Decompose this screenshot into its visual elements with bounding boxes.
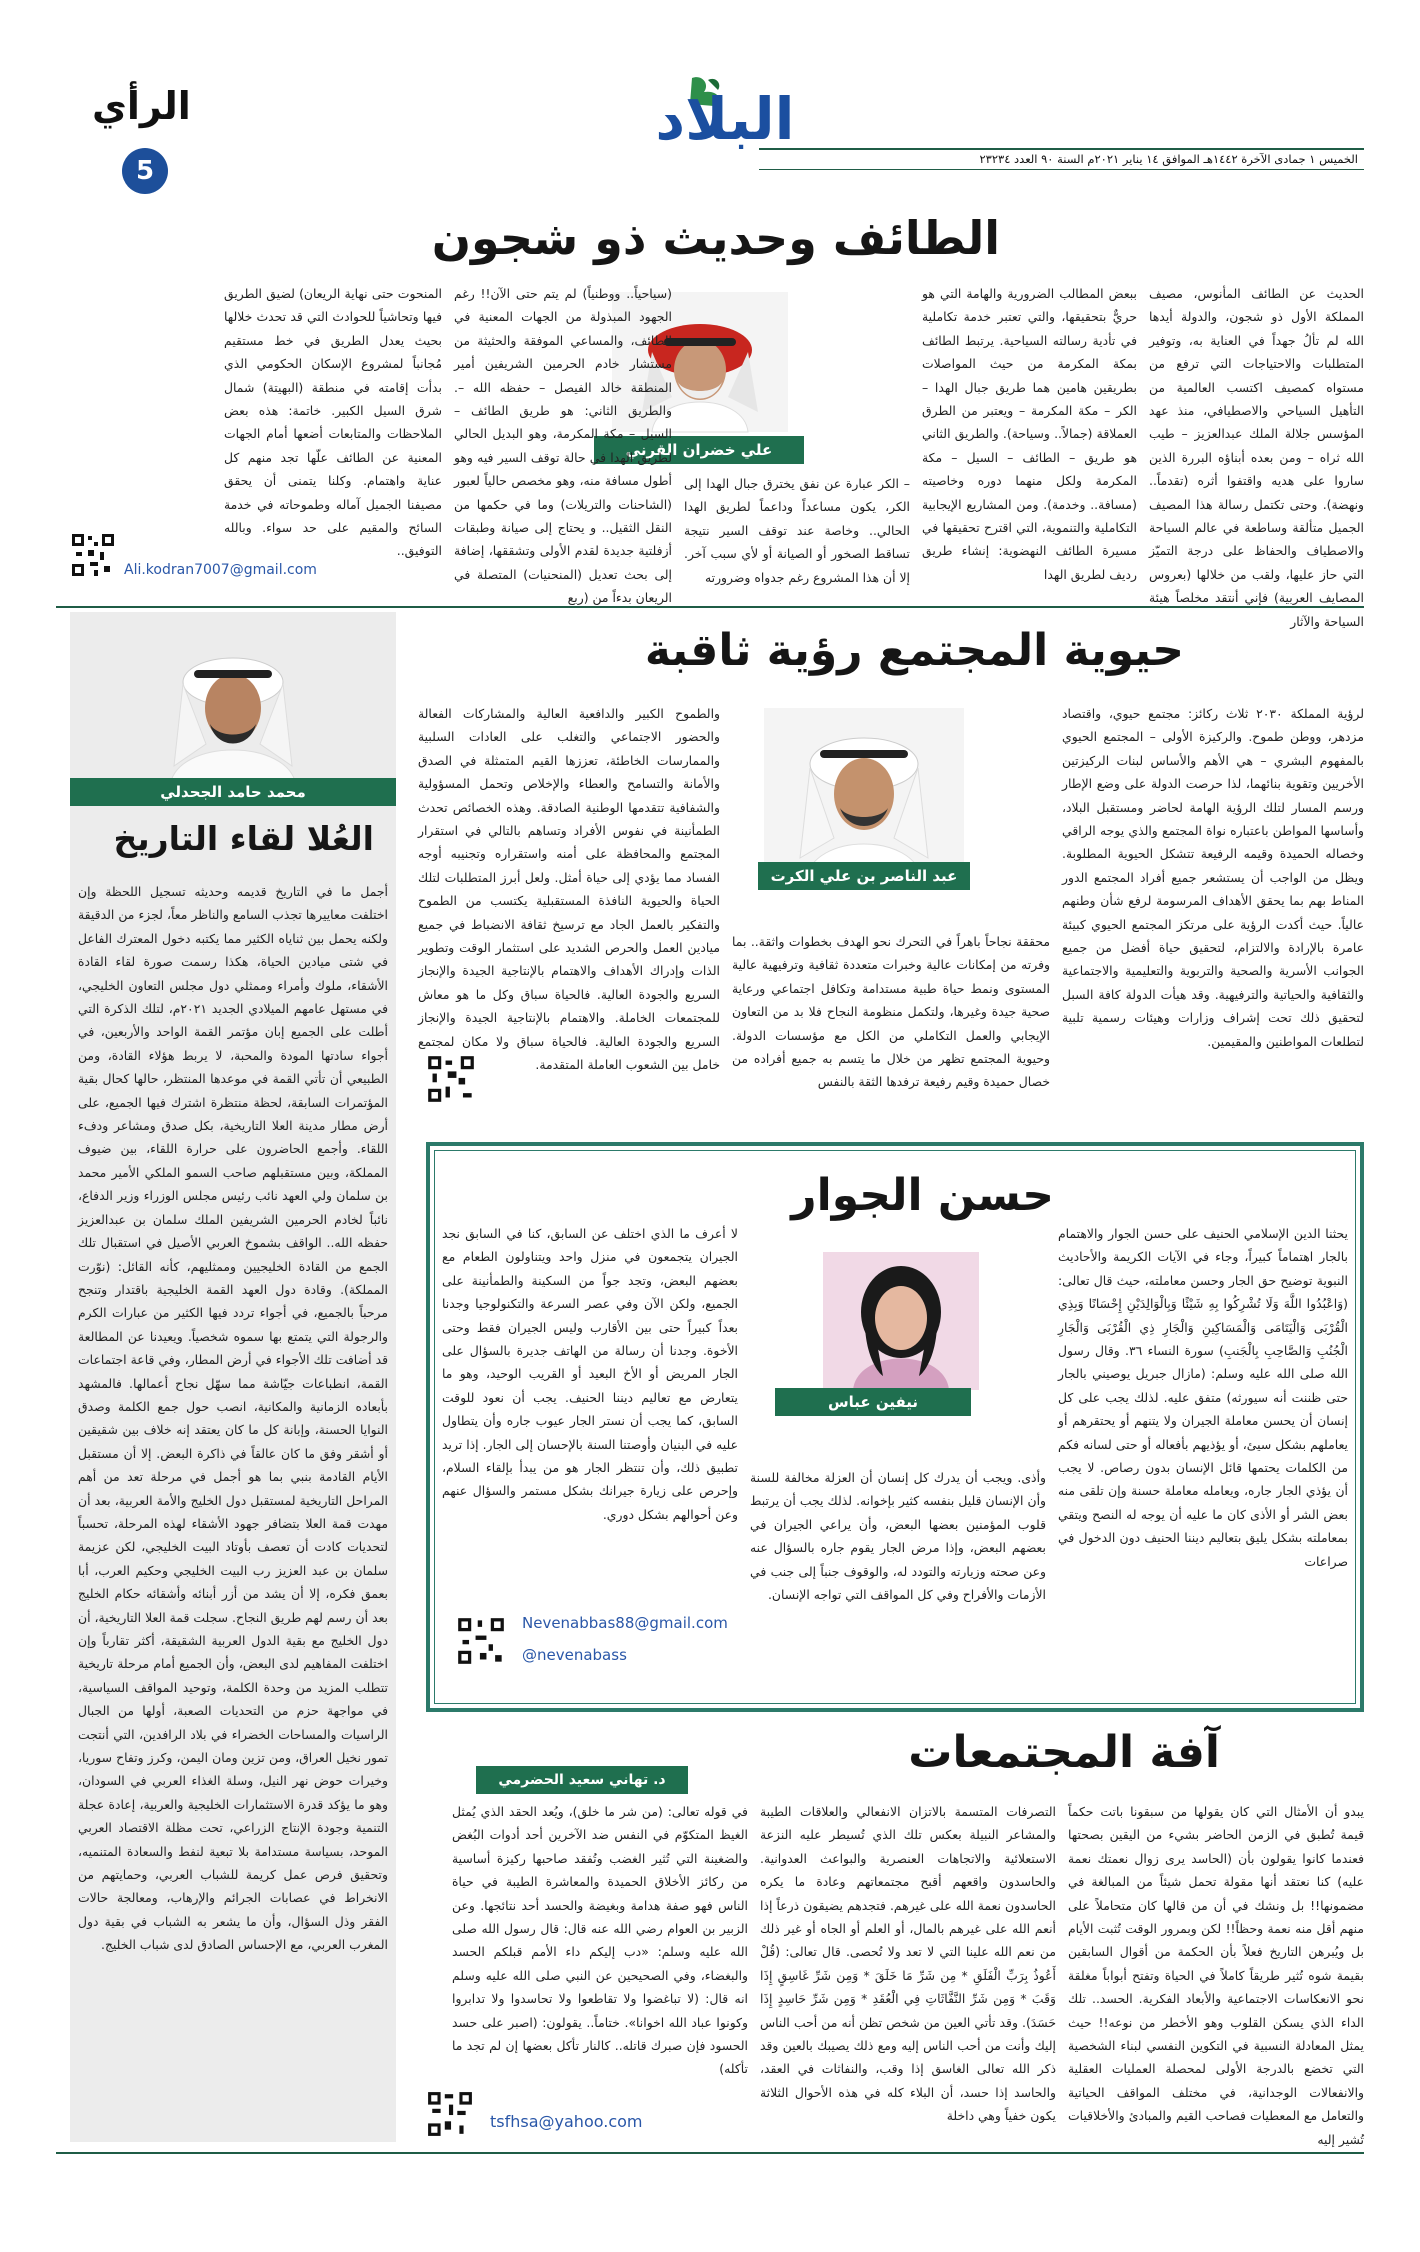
page-number: 5 — [135, 156, 155, 186]
article-column: يبدو أن الأمثال التي كان يقولها من سبقونا باتت حكماً قيمة تُطبق في الزمن الحاضر بشيء من اليقين بصحتها فعندما كانوا يقولون بأن (الحاسد يرى زوال نعمتك نعمة عليه) كنا نعتقد أنها مقولة تحمل شيئاً من المبالغة في مضمونها!! بل ونشك في أن من قالها كان متحاملاً على منهم أقل منه نعمة وحظاً!! لكن وبمرور الوقت تُثبت الأيام بل ويُبرهن التاريخ فعلاً بأن الحكمة من أقوال السابقين بقيمة شوه تُثير طريقاً كاملاً في الحياة وتفتح أبواباً مغلقة نحو الانعكاسات الاجتماعية والأبعاد الفكرية. الحسد.. تلك الداء الذي يسكن القلوب وهو الأخطر من نوعه!! حيث يمثل المعادلة النسبية في التكوين النفسي لبناء الشخصية التي تخضع بالدرجة الأولى لمحصلة العمليات العقلية والانفعالات الوجدانية، في مختلف المواقف الحياتية والتعامل مع المعطيات فصاحب القيم والمبادئ والأخلاقيات تُشير إليه — [1068, 1804, 1364, 2147]
author-email[interactable]: Nevenabbas88@gmail.com — [522, 1614, 728, 1632]
section-label: الرأي — [92, 84, 191, 128]
author-email[interactable]: tsfhsa@yahoo.com — [490, 2112, 643, 2131]
article-column: يحثنا الدين الإسلامي الحنيف على حسن الجوار والاهتمام بالجار اهتماماً كبيراً، وجاء في الآيات الكريمة والأحاديث النبوية توضيح حق الجار وحسن معاملته، حيث قال تعالى: (وَاعْبُدُوا اللَّهَ وَلَا تُشْرِكُوا بِهِ شَيْئًا وَبِالْوَالِدَيْنِ إِحْسَانًا وَبِذِي الْقُرْبَى وَالْيَتَامَى وَالْمَسَاكِينِ وَالْجَارِ ذِي الْقُرْبَى وَالْجَارِ الْجُنُبِ وَالصَّاحِبِ بِالْجَنبِ) سورة النساء ٣٦. وقال رسول الله صلى الله عليه وسلم: (مازال جبريل يوصيني بالجار حتى ظننت أنه سيورثه) متفق عليه. لذلك يجب على كل إنسان أن يحسن معاملة الجيران ولا يتنهم أو يحتقرهم أو يعاملهم بشكل سيئ، أو يؤذيهم بأفعاله أو حتى لسانه فكم من الكلمات يحتمها قائل الإنسان بدون رصاص. لا يجب أن يؤذي الجار جاره، ويعامله معاملة حسنة وإن تلقى منه بعض الشر أو الأذى كان ما عليه أن يوجه له النصح ويتقي بمعاملته بشكل يليق بتعاليم ديننا الحنيف دون الدخول في صراعات — [1058, 1226, 1348, 1569]
article-title: آفة المجتمعات — [908, 1727, 1220, 1778]
dateline-bar — [759, 148, 1364, 170]
page-number-badge — [122, 148, 168, 194]
qr-code — [426, 2090, 474, 2138]
dateline: الخميس ١ جمادى الآخرة ١٤٤٢هـ الموافق ١٤ يناير ٢٠٢١م السنة ٩٠ العدد ٢٣٢٣٤ — [979, 152, 1358, 166]
author-name: علي خضران القرني — [594, 436, 804, 464]
article-column: لا أعرف ما الذي اختلف عن السابق، كنا في السابق نجد الجيران يتجمعون في منزل واحد ويتناولون الطعام مع بعضهم البعض، وتجد جواً من السكينة والطمأنينة على الجميع، ولكن الآن وفي عصر السرعة والتكنولوجيا وجدنا بعداً كبيراً حتى بين الأقارب وليس الجيران فقط وحتى الأخوة. وجدنا أن رسالة من الهاتف جديرة بالسؤال على الجار المريض أو الأخ البعيد أو القريب الوحيد، وهو ما يتعارض مع تعاليم ديننا الحنيف. يجب أن نعود للوقت السابق، كما يجب أن نستر الجار عيوب جاره وأن يتطاول عليه في البنيان وأوصتنا السنة بالإحسان إلى الجار. إذا تريد تطبيق ذلك، وأن تنتظر الجار هو من يبدأ بإلقاء السلام، وإحرص على زيارة جيرانك بشكل مستمر والسؤال عنهم وعن أحوالهم بشكل دوري. — [442, 1226, 738, 1522]
author-portrait-icon — [150, 626, 316, 786]
author-name: محمد حامد الجحدلي — [70, 778, 396, 806]
author-photo — [150, 626, 316, 786]
author-name: عبد الناصر بن علي الكرت — [758, 862, 970, 890]
sidebar-title: العُلا لقاء التاريخ — [113, 819, 374, 858]
qr-code-icon — [70, 532, 116, 578]
qr-code — [456, 1616, 506, 1666]
author-portrait-icon — [764, 708, 964, 880]
sidebar-column — [70, 612, 396, 2142]
article-column: في قوله تعالى: (من شر ما خلق)، ويُعد الحقد الذي يُمثل الغيظ المتكوّم في النفس ضد الآخرين أحد أدوات البُغض والضغينة التي تُثير الغضب وتُفقد صاحبها ركيزة أساسية من ركائز الأخلاق الحميدة والمعاشرة الطيبة في حياة الناس فهو صفة هدامة وبغيضة والحسد أحد نتائجها. وعن الزبير بن العوام رضي الله عنه قال: قال رسول الله صلى الله عليه وسلم: «دب إليكم داء الأمم قبلكم الحسد والبغضاء، وفي الصحيحين عن النبي صلى الله عليه وسلم انه قال: (لا تباغضوا ولا تقاطعوا ولا تحاسدوا ولا تدابروا وكونوا عباد الله اخوانا». ختاماً.. يقولون: (اصبر على حسد الحسود فإن صبرك قاتله.. كالنار تأكل بعضها إن لم تجد ما تأكله) — [452, 1804, 748, 2077]
article-neighbors-box — [426, 1142, 1364, 1712]
author-portrait-icon — [823, 1252, 979, 1390]
article-column: والطموح الكبير والدافعية العالية والمشاركات الفعالة والحضور الاجتماعي والتغلب على العادات السلبية والممارسات الخاطئة، تعززها القيم المتمثلة في الصدق والأمانة والتسامح والعطاء والإخلاص وتحمل المسؤولية والشفافية تتقدمها الوطنية الصادقة. وهذه الخصائص تحدث الطمأنينة في نفوس الأفراد وتساهم بالتالي في استقرار المجتمع والمحافظة على أمنه واستقراره وتجنيبه أوجه الفساد مما يؤدي إلى حياة أمثل. ولعل أبرز المتطلبات لتلك الحياة والحيوية النافذة المستقبلية يكتسب من الطموح والتفكير بالعمل الجاد مع ترسيخ ثقافة الانضباط في جميع ميادين العمل والحرص الشديد على استثمار الوقت وتطوير الذات وإدراك الأهداف والاهتمام بالإنتاجية الجيدة والإنجاز السريع والجودة العالية. فالحياة سباق وكل ما هو معاش للمجتمعات الخاملة. والاهتمام بالإنتاجية الجيدة والإنجاز السريع والجودة العالية. فالحياة سباق ولا مكان لمجتمع خامل بين الشعوب العاملة المتقدمة. — [418, 706, 720, 1073]
qr-code — [426, 1054, 476, 1104]
article-column: وأذى. ويجب أن يدرك كل إنسان أن العزلة مخالفة للسنة وأن الإنسان قليل بنفسه كثير بإخوانه. لذلك يجب أن يرتبط قلوب المؤمنين بعضها البعض، وأن يراعي الجيران في بعضهم البعض، وإذا مرض الجار يقوم جاره بالسؤال عنه وعن صحته وزيارته والتودد له، والوقوف جنباً إلى جنب في الأزمات والأفراح وفي كل المواقف التي تواجه الإنسان. — [750, 1470, 1046, 1603]
sidebar-text: أجمل ما في التاريخ قديمه وحديثه تسجيل اللحظة وإن اختلفت معاييرها تجذب السامع والناظر معاً، لجزء من الدقيقة ولكنه يحمل بين ثناياه الكثير مما يكتبه دخول المعترك الفاعل في شتى ميادين الحياة، هكذا رسمت صورة لقاء القادة الأشقاء، ملوك وأمراء وممثلي دول مجلس التعاون الخليجي، في مستهل عامهم الميلادي الجديد ٢٠٢١م، لتلك الذكرة التي أطلت على الجميع إبان مؤتمر القمة الواحد والأربعين، في أجواء سادتها المودة والمحبة، لا يربط هؤلاء القادة، ومن الطبيعي أن تأتي القمة في موعدها المنتظر، حالها كحال بقية المؤتمرات السابقة، لحظة منتظرة اشترك فيها الجميع، على أرض مطار مدينة العلا التاريخية، بكل صدق ومشاعر ودفء اللقاء. وأجمع الحاضرون على حرارة اللقاء، بين ضيوف المملكة، وبين مستقبلهم صاحب السمو الملكي الأمير محمد بن سلمان ولي العهد نائب رئيس مجلس الوزراء وزير الدفاع، نائباً لخادم الحرمين الشريفين الملك سلمان بن عبدالعزيز حفظه الله.. الواقف بشموخ العربي الأصيل في استقبال تلك الجمع من القادة الخليجيين وممثليهم، كأنه القائل: (نوّرت المملكة). وقادة دول العهد القمة الخليجية باقتدار وتنجح مرحباً بالجميع، في أجواء تردد فيها الكثير من عبارات الكرم والرجولة التي يتمتع بها سموه شخصياً. ويعيدنا عن المطالعة قد أضافت تلك الأجواء في أرض المطار، وفي قاعة اجتماعات القمة، انطباعات جيّاشة مما سهّل نجاح أعمالها. فالمشهد بأبعاده الزمانية والمكانية، انصب حول جمع الكلمة وصدق النوايا الحسنة، وإبانة كل ما كان يعتقد إنه خلاف بين شقيقين أو أشقر وفق ما كان عالقاً في ذاكرة البعض. إلا أن مستقبل الأيام القادمة بنبي بما هو أجمل في مرحلة تعد من أهم المراحل التاريخية لمستقبل دول الخليج والأمة العربية، بعد أن مهدت قمة العلا بتضافر جهود الأشقاء لهذه المرحلة، تحسباً لتحديات كادت أن تعصف بأوتاد البيت الخليجي، لكن عزيمة سلمان بن عبد العزيز رب البيت الخليجي وحكيم العرب، أبا بعمق فكره، إلا أن يشد من أزر أبنائه وأشقائه حكام الخليج بعد أن رسم لهم طريق النجاح. سجلت قمة العلا التاريخية، أن دول الخليج مع بقية الدول العربية الشقيقة، أكثر تقارباً وإن اختلفت المفاهيم لدى البعض، وأن الجميع أمام مرحلة تاريخية تتطلب المزيد من وحدة الكلمة، وتوحيد المواقف السياسية، في مواجهة حزم من التحديات الصعبة، أولها من الجبال الراسيات والمساحات الخضراء في بلاد الرافدين، التي أنتجت تمور نخيل العراق، ومن تزين ومان اليمن، وكرز وتفاح سوريا، وخيرات حوض نهر النيل، وسلة الغذاء العربي في السودان، وهو ما يؤكد قدرة الاستثمارات الخليجية والعربية، إعادة عجلة التنمية وجودة الإنتاج الزراعي، تحت مظلة الاقتصاد العربي الموحد، بسياسة مستدامة بلا تبعية لنفط والسعادة المتنميه، وتحقيق فرص عمل كريمة للشباب العربي، وحمايتهم من الانخراط في عصابات الجرائم والإرهاب، ومعالجة حالات الفقر وذل السؤال، وأن ما يشعر به الشباب في بقية دول المغرب العربي، مع الإحساس الصادق لدى شباب الخليج. — [78, 884, 388, 1953]
article-title: حيوية المجتمع رؤية ثاقبة — [644, 625, 1184, 676]
article-column: محققة نجاحاً باهراً في التحرك نحو الهدف بخطوات واثقة.. بما وفرته من إمكانات عالية وخبرات متعددة ثقافية وترفيهية عالية المستوى ونمط حياة طبية مستدامة وتكافل اجتماعي ورعاية صحية جيدة وغيرها، ولتكمل منظومة النجاح فلا بد من التعاون الإيجابي والعمل التكاملي من الكل مع مؤسسات الدولة. وحيوية المجتمع تظهر من خلال ما يتسم به جميع أفراده من خصال حميدة وقيم رفيعة ترفدها الثقة بالنفس — [732, 934, 1050, 1090]
section-divider — [56, 606, 1364, 608]
author-photo — [823, 1252, 979, 1390]
qr-code-icon — [426, 2090, 474, 2138]
article-column: – الكر عبارة عن نفق يخترق جبال الهدا إلى الكر، يكون مساعداً وداعماً لطريق الهدا الحالي.. وخاصة عند توقف السير نتيجة تساقط الصخور أو الصيانة أو لأي سبب آخر. إلا أن هذا المشروع رغم جدواه وضرورته — [684, 476, 910, 585]
qr-code-icon — [456, 1616, 506, 1666]
author-photo — [764, 708, 964, 880]
article-column: (سياحياً.. ووطنياً) لم يتم حتى الآن!! رغم الجهود المبذولة من الجهات المعنية في الطائف، والمساعي الموفقة والحثيثة من مستشار خادم الحرمين الشريفين أمير المنطقة خالد الفيصل – حفظه الله –. والطريق الثاني: هو طريق الطائف – السيل – مكة المكرمة، وهو البديل الحالي لطريق الهدا في حالة توقف السير فيه وهو أطول مسافة منه، وهو مخصص حالياً لعبور (الشاحنات والتريلات) وما في حكمها من النقل الثقيل.. و يحتاج إلى صيانة وطبقات أزفلتية جديدة لقدم الأولى وتشققها، إضافة إلى بحث تعديل (المنحنيات) المتصلة في الريعان بدءاً من (ربع — [454, 286, 672, 606]
qr-code-icon — [426, 1054, 476, 1104]
author-name: د. تهاني سعيد الحضرمي — [476, 1766, 688, 1794]
article-title: الطائف وحديث ذو شجون — [431, 211, 1000, 265]
article-column: ببعض المطالب الضرورية والهامة التي هو حريٌّ بتحقيقها، والتي تعتبر خدمة تكاملية في تأدية رسالته السياحية. يرتبط الطائف بمكة المكرمة من حيث المواصلات بطريقين هامين هما طريق جبال الهدا – الكر – مكة المكرمة – ويعتبر من الطرق العملاقة (جمالاً.. وسياحة). والطريق الثاني هو طريق – الطائف – السيل – مكة المكرمة ولكل منهما دوره وخاصيته (مسافة.. وخدمة). ومن المشاريع الإيجابية التكاملية والتنموية، التي اقترح تحقيقها في مسيرة الطائف النهضوية: إنشاء طريق رديف لطريق الهدا — [922, 286, 1137, 582]
article-column: المنحوت حتى نهاية الريعان) لضيق الطريق فيها وتحاشياً للحوادث التي قد تحدث خلالها بحيث يعدل الطريق في خط مستقيم مُجانباً لمشروع الإسكان الحكومي الذي بدأت إقامته في منطقة (البهيتة) شمال شرق السيل الكبير. خاتمة: هذه بعض الملاحظات والمتابعات أضعها أمام الجهات المعنية عن الطائف علّها تجد منهم كل عناية واهتمام. وكلنا يتمنى أن يحقق مصيفنا الجميل آماله وطموحاته في خدمة السائح والمقيم على حد سواء. وبالله التوفيق.. — [224, 286, 442, 559]
author-name: نيفين عباس — [775, 1388, 971, 1416]
article-column: الحديث عن الطائف المأنوس، مصيف المملكة الأول ذو شجون، والدولة أيدها الله لم تألُ جهداً في العناية به، وتوفير المتطلبات والاحتياجات التي ترفع من مستواه كمصيف اكتسب العالمية من التأهيل السياحي والاصطيافي، منذ عهد المؤسس جلالة الملك عبدالعزيز – طيب الله ثراه – ومن بعده أبناؤه البررة الذين ساروا على هديه واقتفوا أثره (تقدماً.. ونهضة). وحتى تكتمل رسالة هذا المصيف الجميل متألقة وساطعة في عالم السياحة والاصطياف والحفاظ على درجة التميّز التي حاز عليها، ولقب من خلالها (بعروس المصايف العربية) فإني أنتقد مخلصاً هيئة السياحة والآثار — [1149, 286, 1364, 629]
author-email[interactable]: Ali.kodran7007@gmail.com — [124, 562, 317, 578]
newspaper-logo — [630, 70, 820, 158]
logo-text: البلاد — [655, 85, 795, 153]
article-column: لرؤية المملكة ٢٠٣٠ ثلاث ركائز: مجتمع حيوي، واقتصاد مزدهر، ووطن طموح. والركيزة الأولى – المجتمع الحيوي بالمفهوم البشري – هي الأهم والأساس لبنات الركيزتين الأخريين وتقوية بنائهما، لذا حرصت الدولة على وضع الإطار ورسم المسار لتلك الرؤية الهامة لحاضر ومستقبل البلاد، وأساسها المواطن باعتباره نواة المجتمع والذي يوجه الراقي وخصاله الحميدة وقيمه الرفيعة تتشكل الحيوية المطلوبة. ويظل من الواجب أن يستشعر جميع أفراد المجتمع الدور المناط بهم بما يحقق الأهداف المرسومة لرفع شأن وطنهم عالياً. حيث أكدت الرؤية على مرتكز المجتمع الحيوي كبيئة عامرة بالإرادة والالتزام، لتحقيق حياة أفضل من جميع الجوانب الأسرية والصحية والتربوية والتعليمية والاجتماعية والثقافية والحياتية والترفيهية. وقد هيأت الدولة كافة السبل لتحقيق ذلك تحت إشراف وزارات وهيئات رسمية تلبية لتطلعات المواطنين والمقيمين. — [1062, 706, 1364, 1049]
author-handle[interactable]: @nevenabass — [522, 1646, 627, 1664]
qr-code — [70, 532, 116, 578]
article-column: التصرفات المتسمة بالاتزان الانفعالي والعلاقات الطيبة والمشاعر النبيلة بعكس تلك الذي تُسيطر عليه النزعة الاستعلائية والاتجاهات العنصرية والبواعث العدوانية. والحاسدون واقعهم أقبح مجتمعاتهم وعادة ما يكره الحاسدون نعمة الله على غيرهم. فتجدهم يضيقون ذرعاً إذا أنعم الله على غيرهم بالمال، أو العلم أو الجاه أو غير ذلك من نعم الله علينا التي لا تعد ولا تُحصى. قال تعالى: (قُلْ أَعُوذُ بِرَبِّ الْفَلَقِ * مِن شَرِّ مَا خَلَقَ * وَمِن شَرِّ غَاسِقٍ إِذَا وَقَبَ * وَمِن شَرِّ النَّفَّاثَاتِ فِي الْعُقَدِ * وَمِن شَرِّ حَاسِدٍ إِذَا حَسَدَ). وقد تأتي العين من شخص تظن أنه من أحب الناس إليك وأنت من أحب الناس إليه ومع ذلك يصيبك بالعين وقد ذكر الله تعالى الغاسق إذا وقب، والنفاثات في العقد، والحاسد إذا حسد، أن البلاء كله في هذه الأحوال الثلاثة يكون خفياً وهي داخلة — [760, 1804, 1056, 2124]
bottom-rule — [56, 2152, 1364, 2154]
article-title: حسن الجوار — [791, 1170, 1054, 1221]
